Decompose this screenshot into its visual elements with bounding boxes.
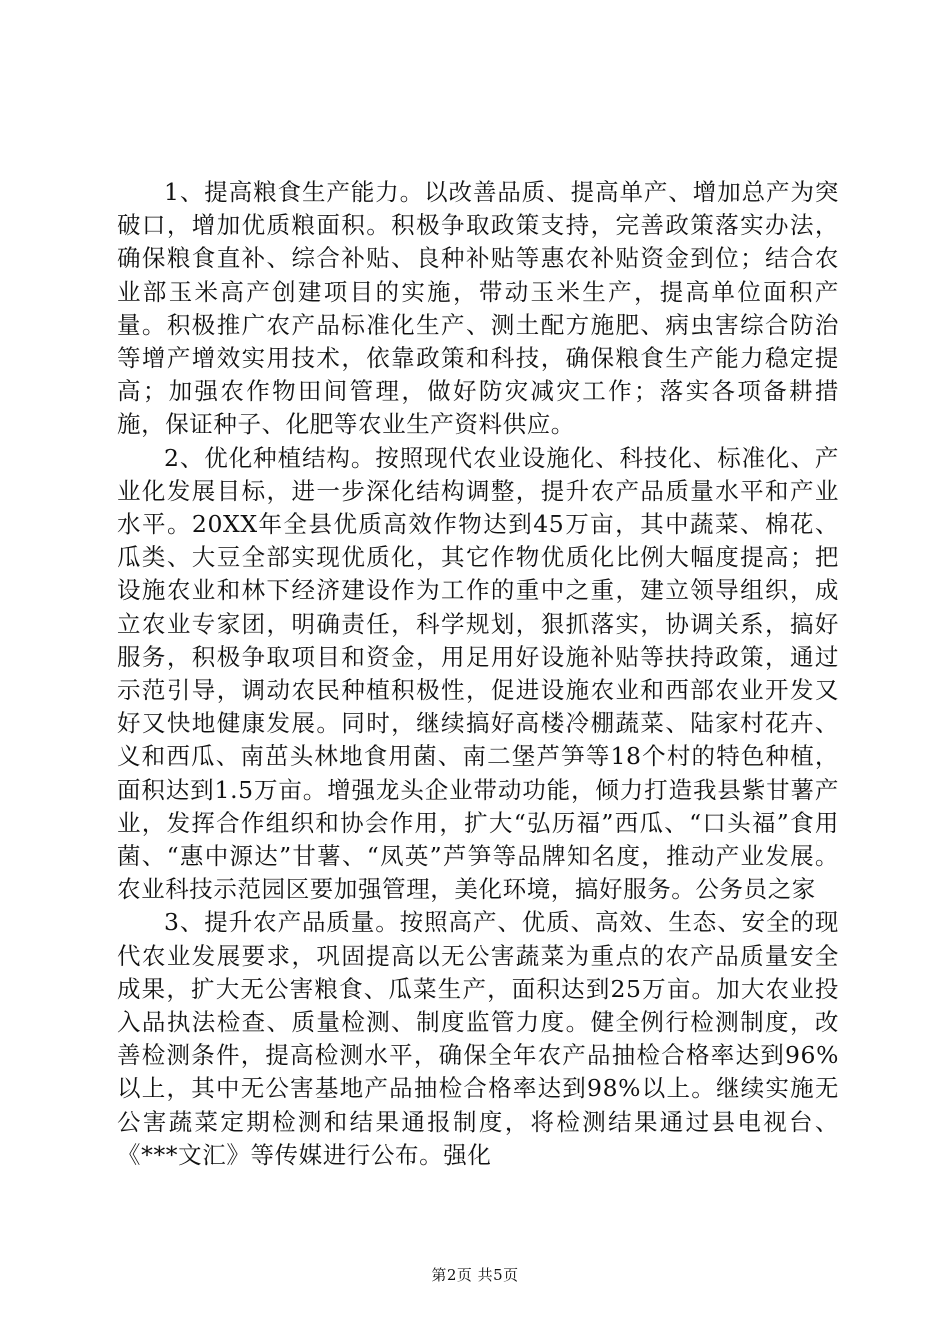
document-body bbox=[117, 176, 839, 1172]
paragraph-planting-structure: 2、优化种植结构。按照现代农业设施化、科技化、标准化、产业化发展目标，进一步深化结构调整，提升农产品质量水平和产业水平。20XX年全县优质高效作物达到45万亩，其中蔬菜、棉花、瓜类、大豆全部实现优质化，其它作物优质化比例大幅度提高；把设施农业和林下经济建设作为工作的重中之重，建立领导组织，成立农业专家团，明确责任，科学规划，狠抓落实，协调关系，搞好服务，积极争取项目和资金，用足用好设施补贴等扶持政策，通过示范引导，调动农民种植积极性，促进设施农业和西部农业开发又好又快地健康发展。同时，继续搞好高楼冷棚蔬菜、陆家村花卉、义和西瓜、南茁头林地食用菌、南二堡芦笋等18个村的特色种植，面积达到1.5万亩。增强龙头企业带动功能，倾力打造我县紫甘薯产业，发挥合作组织和协会作用，扩大“弘历福”西瓜、“口头福”食用菌、“惠中源达”甘薯、“凤英”芦笋等品牌知名度，推动产业发展。农业科技示范园区要加强管理，美化环境，搞好服务。公务员之家 bbox=[117, 443, 839, 904]
page-number-footer: 第2页 共5页 bbox=[431, 1266, 519, 1284]
paragraph-grain-production: 1、提高粮食生产能力。以改善品质、提高单产、增加总产为突破口，增加优质粮面积。积极争取政策支持，完善政策落实办法，确保粮食直补、综合补贴、良种补贴等惠农补贴资金到位；结合农业部玉米高产创建项目的实施，带动玉米生产，提高单位面积产量。积极推广农产品标准化生产、测土配方施肥、病虫害综合防治等增产增效实用技术，依靠政策和科技，确保粮食生产能力稳定提高；加强农作物田间管理，做好防灾减灾工作；落实各项备耕措施，保证种子、化肥等农业生产资料供应。 bbox=[117, 178, 839, 439]
paragraph-product-quality: 3、提升农产品质量。按照高产、优质、高效、生态、安全的现代农业发展要求，巩固提高以无公害蔬菜为重点的农产品质量安全成果，扩大无公害粮食、瓜菜生产，面积达到25万亩。加大农业投入品执法检查、质量检测、制度监管力度。健全例行检测制度，改善检测条件，提高检测水平，确保全年农产品抽检合格率达到96%以上，其中无公害基地产品抽检合格率达到98%以上。继续实施无公害蔬菜定期检测和结果通报制度，将检测结果通过县电视台、《***文汇》等传媒进行公布。强化 bbox=[117, 908, 839, 1169]
